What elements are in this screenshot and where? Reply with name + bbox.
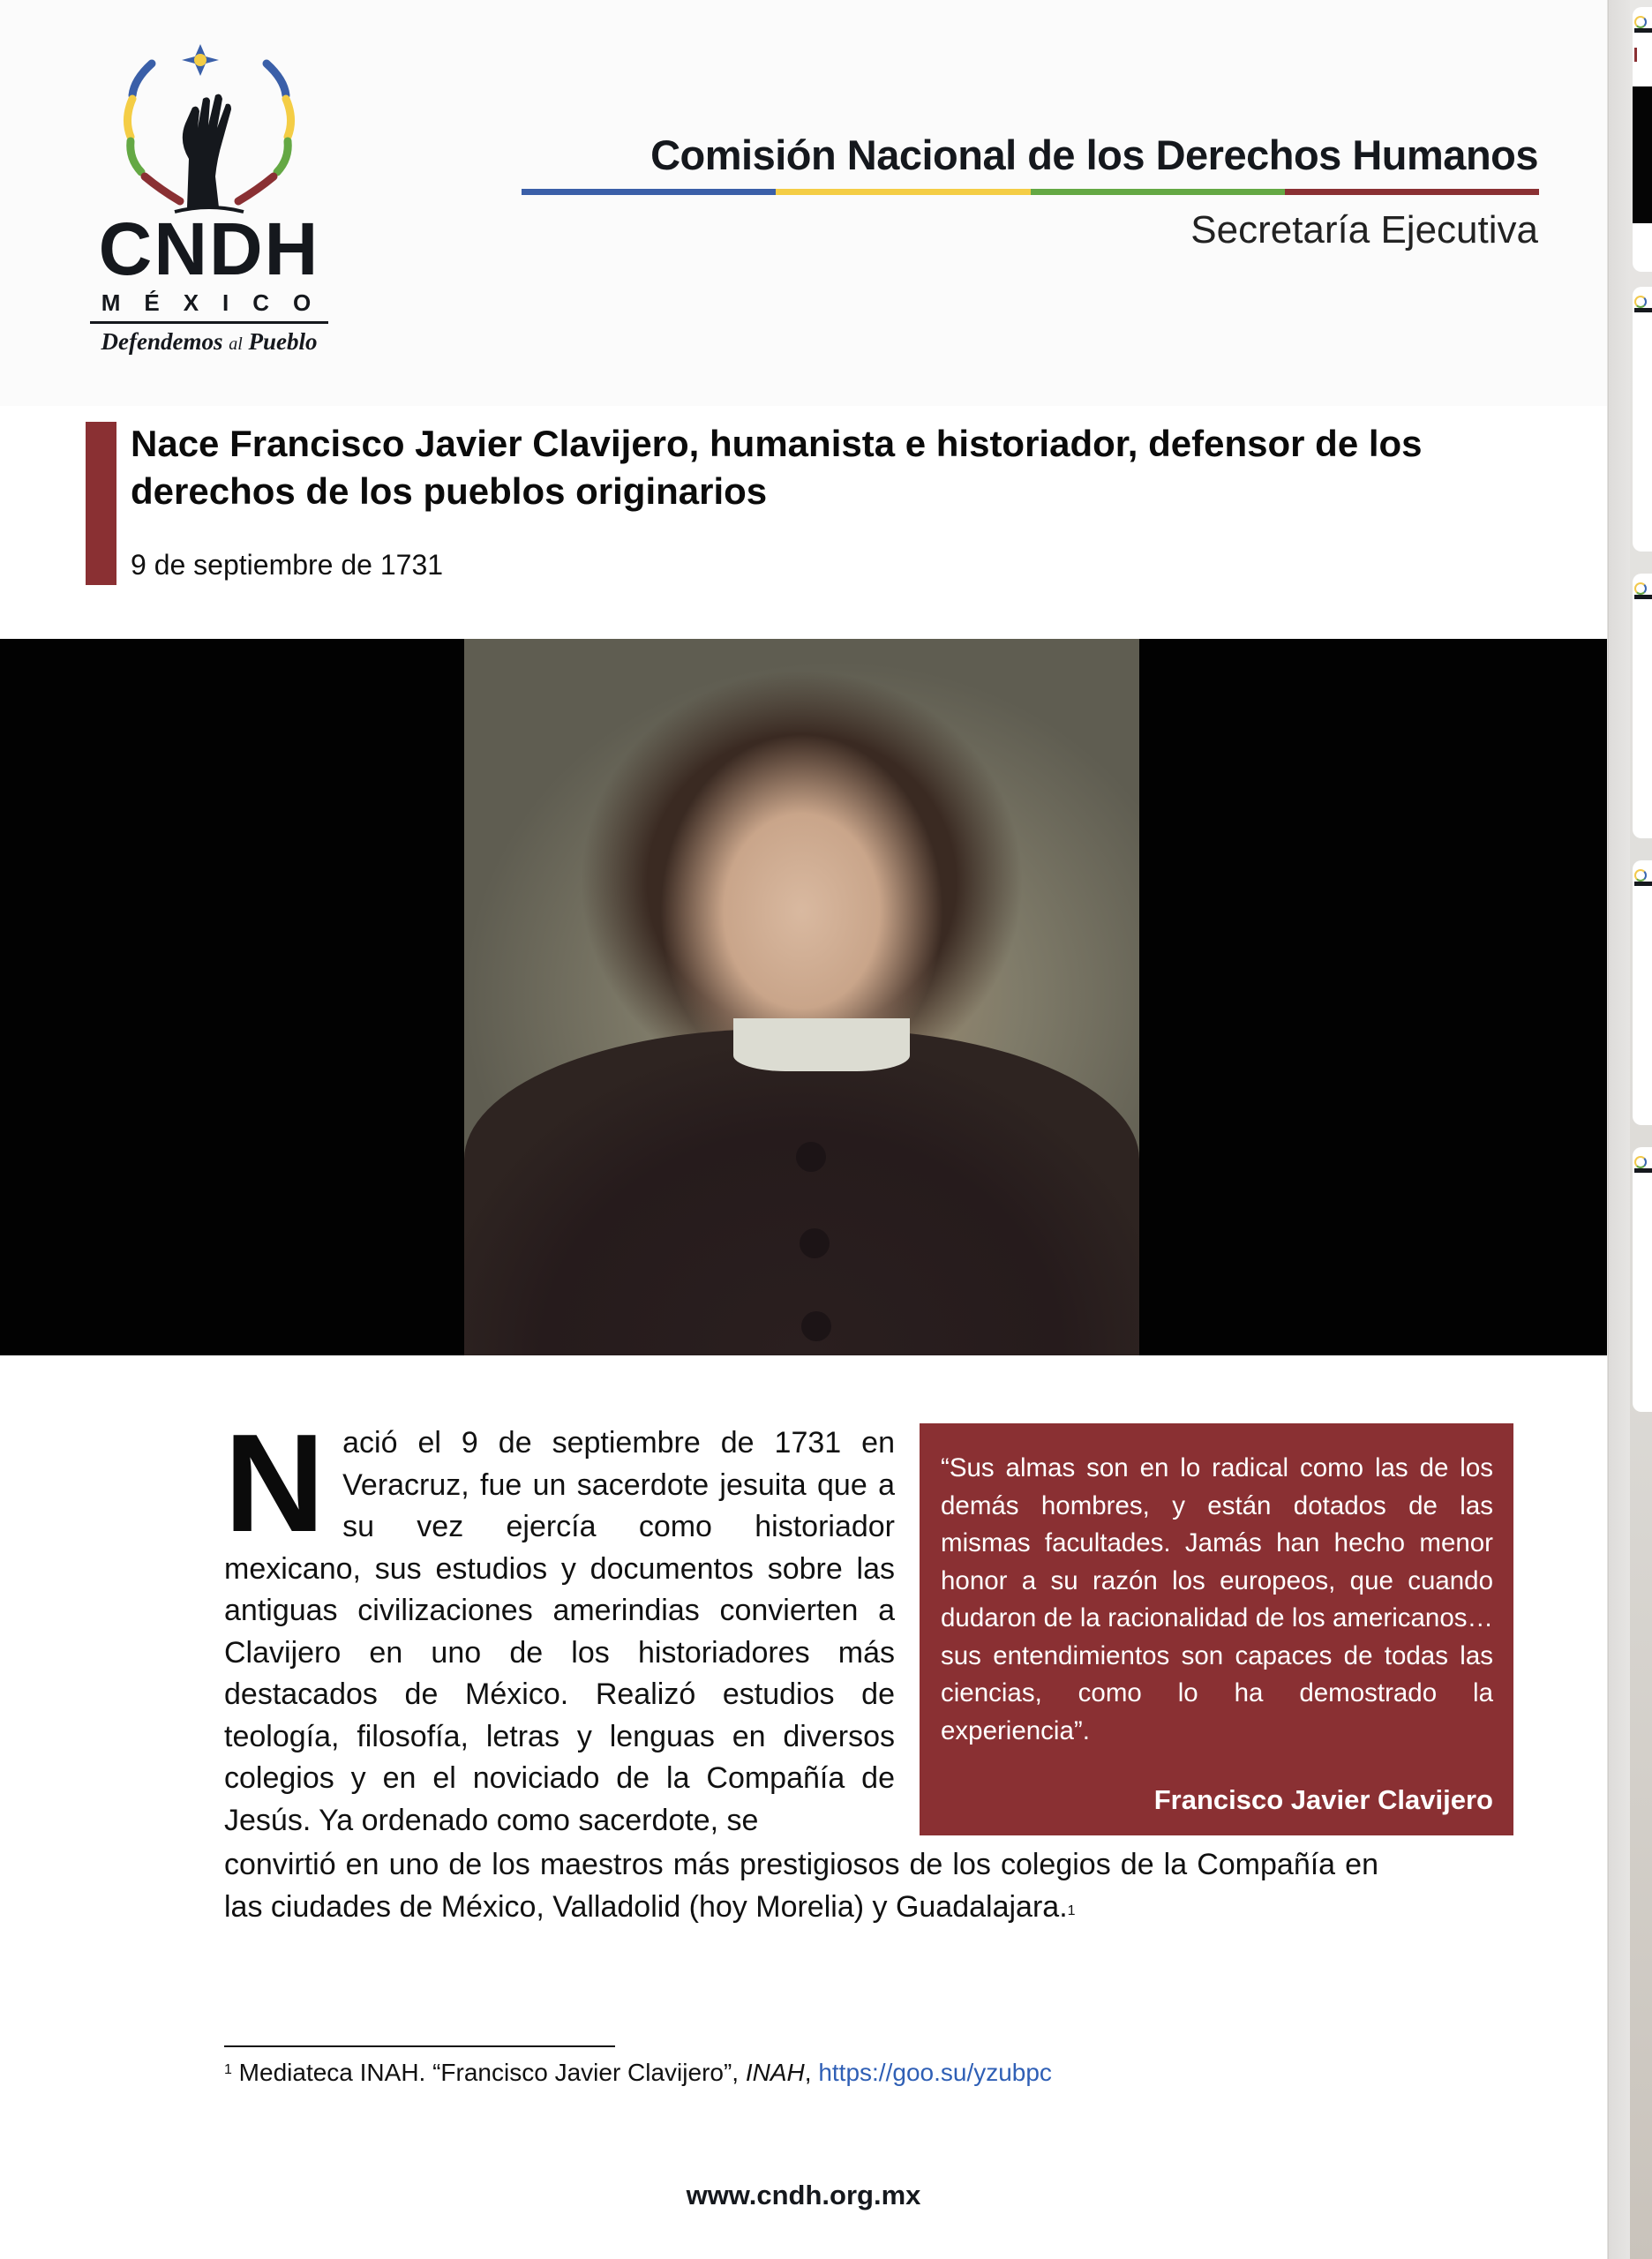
thumbnail-logo-icon <box>1634 1156 1652 1175</box>
department-name: Secretaría Ejecutiva <box>1190 208 1538 251</box>
page-thumbnail-3[interactable] <box>1633 574 1652 838</box>
footnote-separator: , <box>804 2059 819 2086</box>
body-paragraph-part-2: convirtió en uno de los maestros más prestigiosos de los colegios de la Compañía en las ciudades de México, Valladolid (hoy Morelia) y Guadalajara. <box>224 1848 1378 1924</box>
footer-url: www.cndh.org.mx <box>686 2180 921 2210</box>
portrait-button <box>796 1142 826 1172</box>
article-date: 9 de septiembre de 1731 <box>131 549 444 581</box>
portrait-button <box>801 1311 831 1341</box>
footnote-reference[interactable]: 1 <box>1067 1903 1076 1918</box>
thumbnail-logo-icon <box>1634 16 1652 35</box>
logo-motto <box>81 328 337 356</box>
footnote <box>224 2059 1052 2087</box>
sidebar-scrollbar[interactable] <box>1608 0 1630 2259</box>
thumbnail-logo-icon <box>1634 582 1652 602</box>
footnote-source: INAH <box>745 2059 805 2086</box>
portrait-banner <box>0 639 1607 1355</box>
footnote-text: Mediateca INAH. “Francisco Javier Clavijero”, <box>231 2059 746 2086</box>
quote-box <box>920 1423 1513 1835</box>
organization-name: Comisión Nacional de los Derechos Humanos <box>650 131 1538 178</box>
article-body-wide <box>224 1844 1378 1928</box>
article-title: Nace Francisco Javier Clavijero, humanista e historiador, defensor de los derechos de los pueblos originarios <box>131 423 1423 512</box>
cndh-logo <box>81 44 337 362</box>
portrait-coat <box>464 1029 1139 1355</box>
drop-cap: N <box>224 1406 326 1561</box>
stripe-blue <box>522 189 776 195</box>
stripe-yellow <box>776 189 1030 195</box>
page-thumbnail-4[interactable] <box>1633 860 1652 1125</box>
body-paragraph-part-1: ació el 9 de septiembre de 1731 en Veracruz, fue un sacerdote jesuita que a su vez ejercía como historiador mexicano, sus estudios y documentos sobre las antiguas civilizaciones amerindias convierten a Clavijero en uno de los historiadores más destacados de México. Realizó estudios de teología, filosofía, letras y lenguas en diversos colegios y en el noviciado de la Compañía de Jesús. Ya ordenado como sacerdote, se <box>224 1426 895 1837</box>
quote-author: Francisco Javier Clavijero <box>1153 1784 1493 1815</box>
color-stripe <box>522 189 1539 195</box>
thumbnail-logo-icon <box>1634 869 1652 889</box>
quote-text: “Sus almas son en lo radical como las de los demás hombres, y están dotados de las mismas facultades. Jamás han hecho menor honor a su razón los europeos, que cuando dudaron de la racionalidad de los americanos… sus entendimientos son capaces de todas las ciencias, como lo ha demostrado la experiencia”. <box>941 1453 1493 1745</box>
footnote-link[interactable]: https://goo.su/yzubpc <box>818 2059 1052 2086</box>
portrait-image <box>464 639 1139 1355</box>
stripe-red <box>1285 189 1539 195</box>
logo-divider <box>90 321 328 324</box>
portrait-button <box>800 1228 830 1258</box>
page-thumbnail-5[interactable] <box>1633 1147 1652 1412</box>
motto-word-3: Pueblo <box>248 328 318 355</box>
logo-acronym: CNDH <box>98 207 320 290</box>
motto-word-2: al <box>229 334 243 354</box>
title-accent-bar <box>86 422 116 585</box>
motto-word-1: Defendemos <box>101 328 223 355</box>
thumbnail-logo-icon <box>1634 296 1652 315</box>
article-body-column <box>224 1406 895 1842</box>
portrait-collar <box>733 1018 910 1071</box>
page-thumbnail-2[interactable] <box>1633 287 1652 552</box>
footnote-divider <box>224 2045 615 2047</box>
thumbnail-image-band <box>1633 86 1652 223</box>
logo-country: MÉXICO <box>101 289 335 316</box>
emblem-icon <box>116 44 302 216</box>
page-thumbnail-1[interactable] <box>1633 7 1652 272</box>
stripe-green <box>1031 189 1285 195</box>
thumbnail-title-bar <box>1634 48 1637 62</box>
footnote-number: 1 <box>224 2062 232 2077</box>
